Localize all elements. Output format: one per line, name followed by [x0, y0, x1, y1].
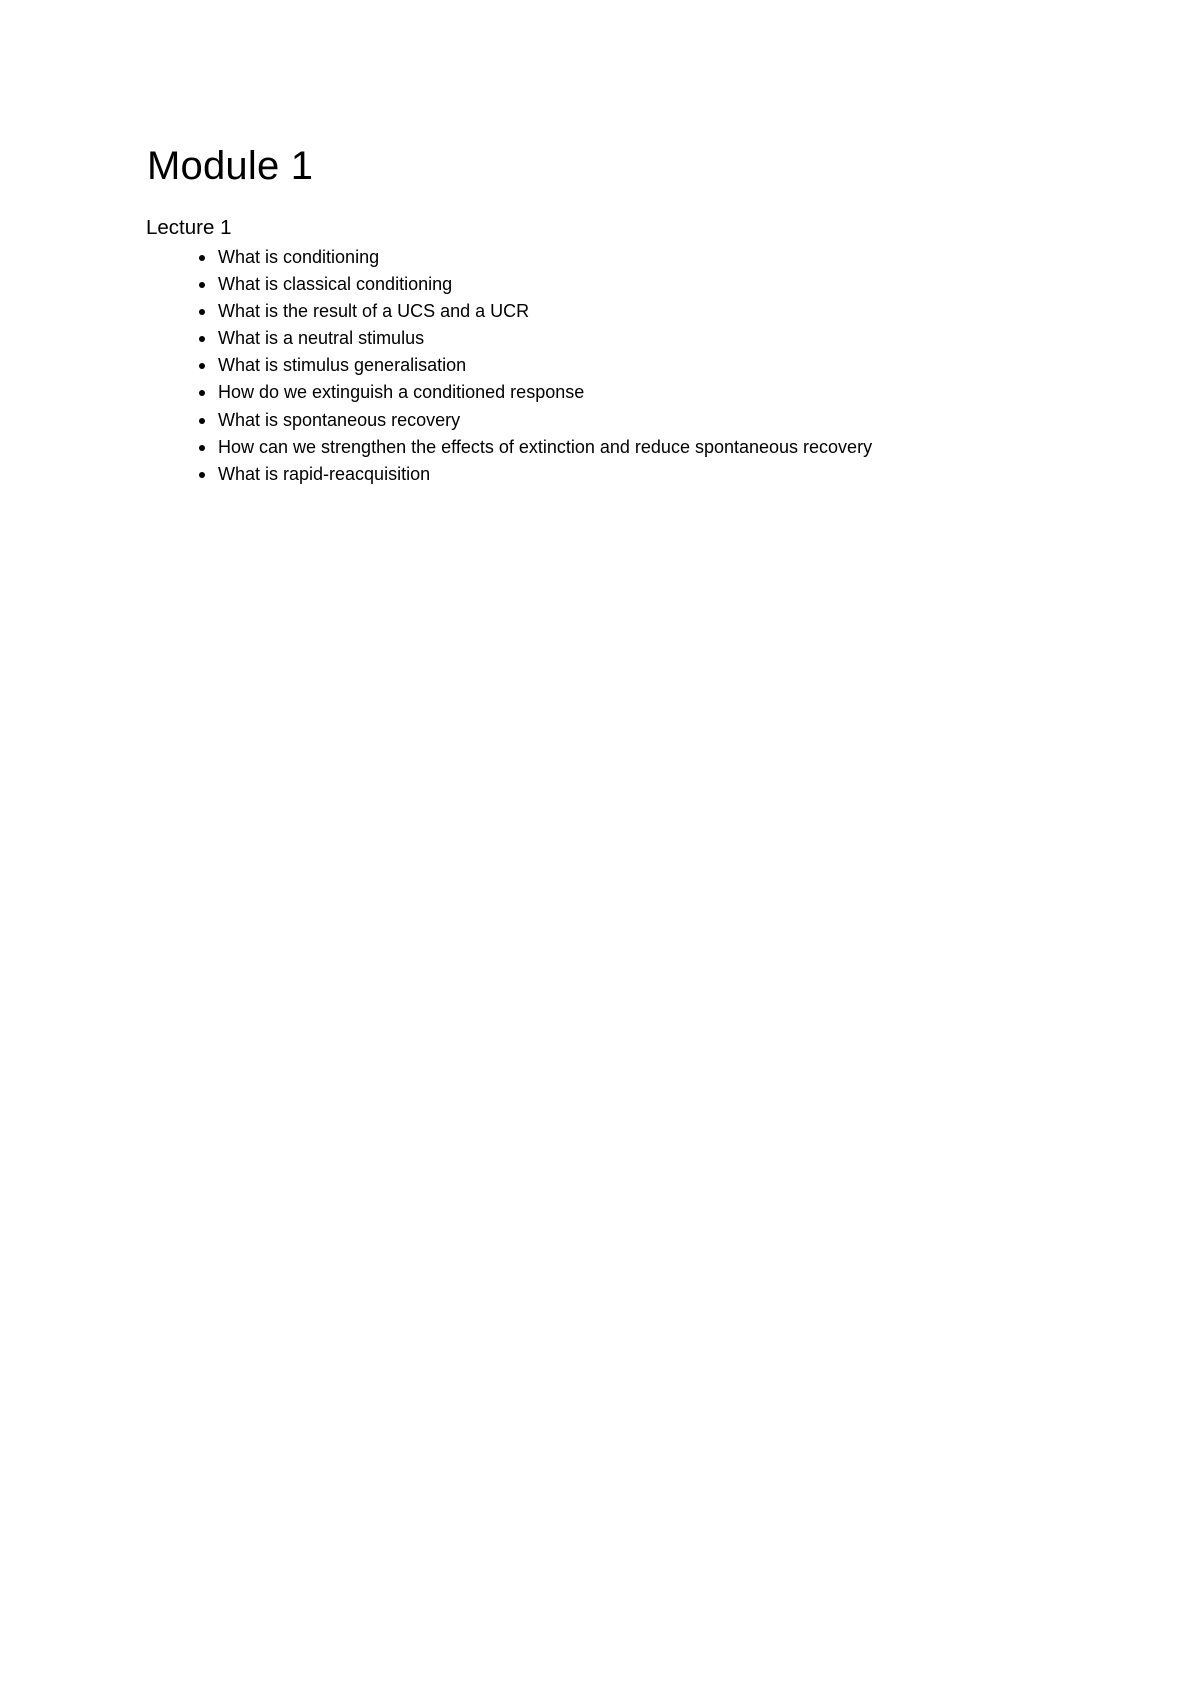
list-item-text: What is classical conditioning — [218, 274, 453, 295]
list-item-text: What is conditioning — [218, 247, 380, 267]
bullet-icon — [199, 309, 205, 315]
list-item — [218, 434, 872, 461]
list-item — [218, 244, 872, 271]
list-item — [218, 461, 872, 488]
bullet-icon — [199, 336, 205, 342]
bullet-icon — [199, 418, 205, 424]
section-heading: Lecture 1 — [146, 216, 232, 239]
bullet-icon — [199, 445, 205, 451]
list-item — [218, 298, 872, 325]
list-item — [218, 352, 872, 379]
list-item-text: What is stimulus generalisation — [218, 355, 467, 376]
bullet-icon — [199, 390, 205, 396]
bullet-icon — [199, 472, 205, 478]
list-item-text: What is spontaneous recovery — [218, 409, 461, 430]
list-item — [218, 271, 872, 298]
page-title: Module 1 — [147, 144, 314, 188]
list-item — [218, 379, 872, 406]
bullet-icon — [199, 255, 205, 261]
list-item-text: How can we strengthen the effects of extinction and reduce spontaneous recovery — [218, 436, 873, 457]
list-item — [218, 325, 872, 352]
bullet-icon — [199, 363, 205, 369]
list-item — [218, 407, 872, 434]
list-item-text: What is the result of a UCS and a UCR — [218, 301, 530, 322]
list-item-text: How do we extinguish a conditioned response — [218, 382, 585, 403]
list-item-text: What is a neutral stimulus — [218, 328, 425, 349]
bullet-icon — [199, 282, 205, 288]
question-list — [218, 244, 872, 488]
list-item-text: What is rapid-reacquisition — [218, 463, 431, 484]
